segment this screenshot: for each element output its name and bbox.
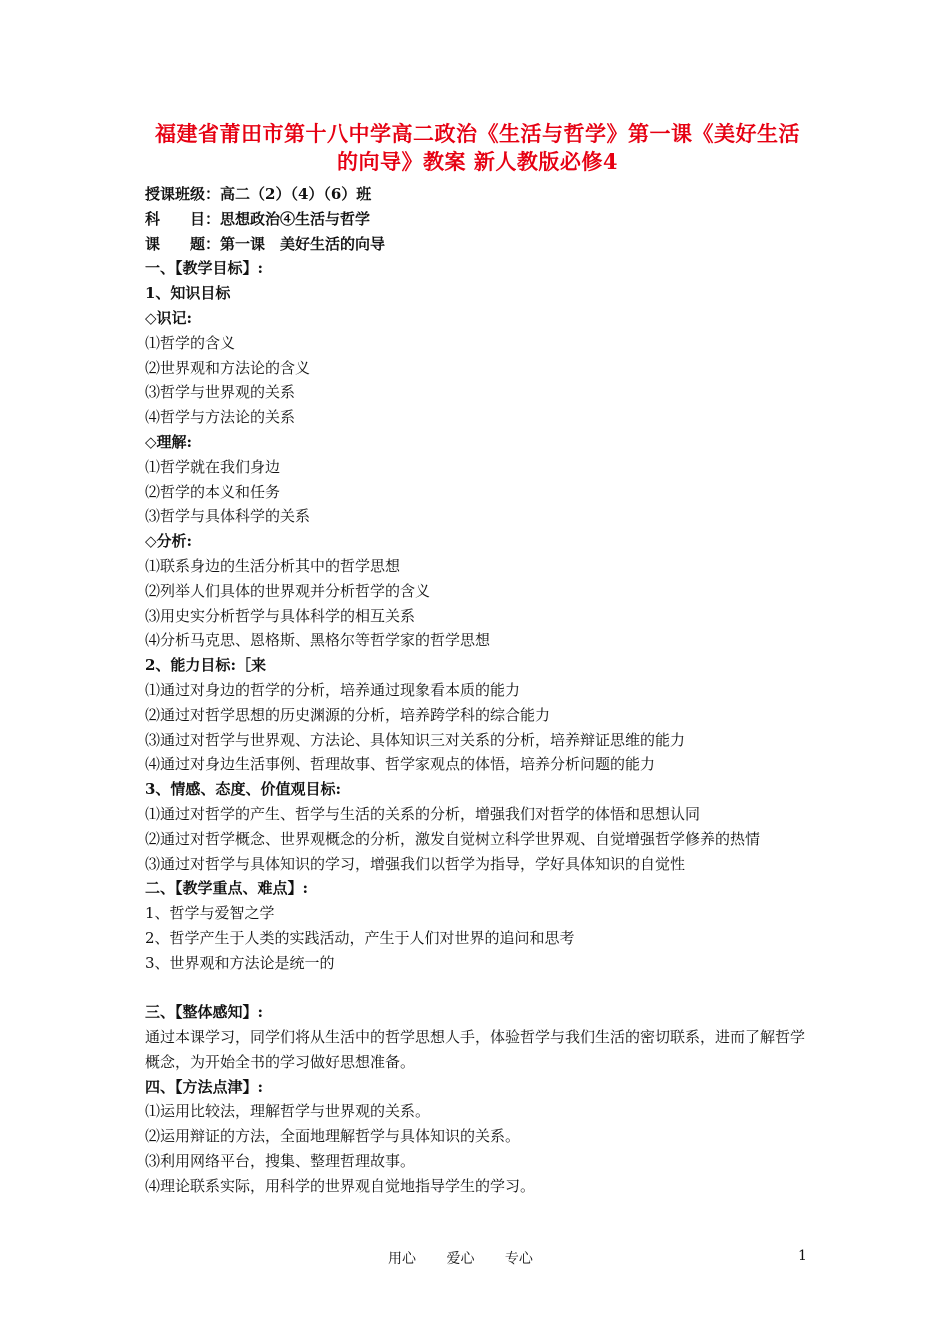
section-heading: 二、【教学重点、难点】: — [145, 879, 309, 898]
list-item: ⑵哲学的本义和任务 — [145, 482, 281, 501]
list-item: ⑴通过对身边的哲学的分析，培养通过现象看本质的能力 — [145, 680, 521, 699]
subsection-heading: 1、知识目标 — [145, 284, 231, 303]
list-item: ⑴哲学就在我们身边 — [145, 457, 281, 476]
list-item: ⑷通过对身边生活事例、哲理故事、哲学家观点的体悟，培养分析问题的能力 — [145, 755, 656, 774]
paragraph: 通过本课学习，同学们将从生活中的哲学思想人手，体验哲学与我们生活的密切联系，进而了解哲学概念，为开始全书的学习做好思想准备。 — [145, 1028, 806, 1071]
list-item: ⑴运用比较法，理解哲学与世界观的关系。 — [145, 1102, 431, 1121]
list-item: ⑶利用网络平台，搜集、整理哲理故事。 — [145, 1152, 416, 1171]
list-item: ⑵世界观和方法论的含义 — [145, 358, 311, 377]
category-label: ◇识记: — [145, 308, 193, 327]
list-item: ⑶哲学与具体科学的关系 — [145, 507, 311, 526]
document-title: 福建省莆田市第十八中学高二政治《生活与哲学》第一课《美好生活的向导》教案 新人教版必修4 — [155, 121, 800, 174]
list-item: ⑴通过对哲学的产生、哲学与生活的关系的分析，增强我们对哲学的体悟和思想认同 — [145, 804, 701, 823]
list-item: ⑷理论联系实际，用科学的世界观自觉地指导学生的学习。 — [145, 1176, 536, 1195]
list-item: ⑵通过对哲学概念、世界观概念的分析，激发自觉树立科学世界观、自觉增强哲学修养的热情 — [145, 829, 761, 848]
list-item: ⑷分析马克思、恩格斯、黑格尔等哲学家的哲学思想 — [145, 631, 491, 650]
list-item: ⑵通过对哲学思想的历史渊源的分析，培养跨学科的综合能力 — [145, 705, 551, 724]
subsection-heading: 2、能力目标:［来 — [145, 656, 266, 675]
list-item: ⑴联系身边的生活分析其中的哲学思想 — [145, 556, 401, 575]
footer-word: 专心 — [504, 1251, 533, 1267]
list-item: ⑴哲学的含义 — [145, 333, 236, 352]
list-item: 2、哲学产生于人类的实践活动，产生于人们对世界的追问和思考 — [145, 928, 575, 947]
list-item: ⑵运用辩证的方法，全面地理解哲学与具体知识的关系。 — [145, 1127, 521, 1146]
section-heading: 三、【整体感知】: — [145, 1003, 264, 1022]
document-page — [145, 120, 810, 1199]
list-item: ⑶通过对哲学与世界观、方法论、具体知识三对关系的分析，培养辩证思维的能力 — [145, 730, 686, 749]
footer-word: 用心 — [388, 1251, 416, 1267]
category-label: ◇理解: — [145, 432, 193, 451]
list-item: 3、世界观和方法论是统一的 — [145, 953, 335, 972]
category-label: ◇分析: — [145, 532, 193, 551]
spacer — [145, 976, 810, 1001]
page-number: 1 — [798, 1248, 807, 1264]
list-item: ⑵列举人们具体的世界观并分析哲学的含义 — [145, 581, 431, 600]
section-heading: 一、【教学目标】: — [145, 259, 264, 278]
list-item: ⑷哲学与方法论的关系 — [145, 408, 296, 427]
list-item: 1、哲学与爱智之学 — [145, 904, 275, 923]
footer-motto — [388, 1248, 559, 1268]
meta-subject: 科 目：思想政治④生活与哲学 — [145, 209, 371, 228]
subsection-heading: 3、情感、态度、价值观目标: — [145, 780, 341, 799]
footer-word: 爱心 — [446, 1251, 475, 1267]
meta-class: 授课班级：高二（2）（4）（6）班 — [145, 185, 372, 203]
list-item: ⑶用史实分析哲学与具体科学的相互关系 — [145, 606, 416, 625]
section-heading: 四、【方法点津】: — [145, 1077, 264, 1096]
list-item: ⑶通过对哲学与具体知识的学习，增强我们以哲学为指导，学好具体知识的自觉性 — [145, 854, 686, 873]
meta-topic: 课 题：第一课 美好生活的向导 — [145, 234, 386, 253]
list-item: ⑶哲学与世界观的关系 — [145, 383, 296, 402]
